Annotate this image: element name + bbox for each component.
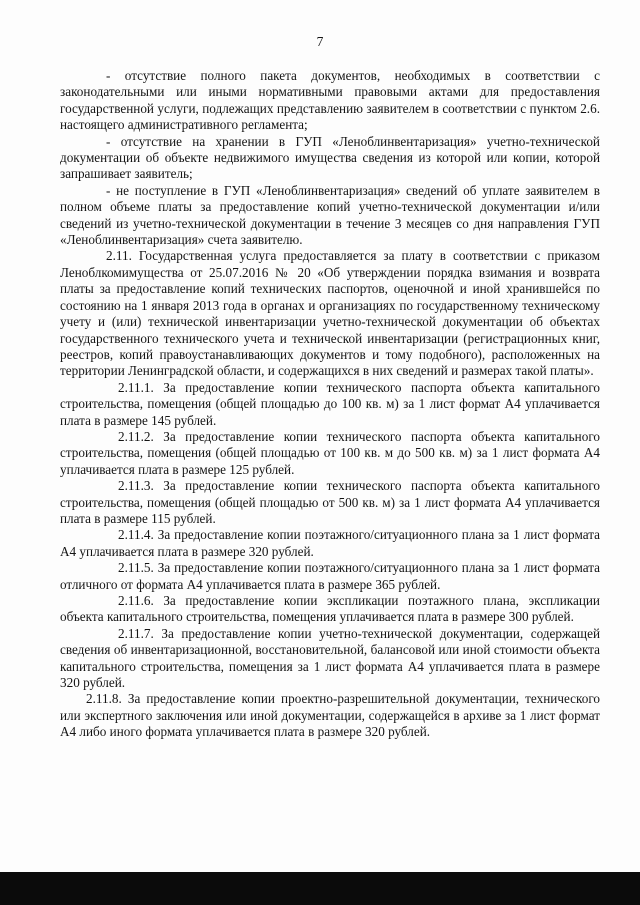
paragraph-section-2-11-3: 2.11.3. За предоставление копии технического паспорта объекта капитального строительства, помещения (общей площадью от 500 кв. м) за 1 лист формата А4 уплачивается плата в размере 115 рублей. <box>60 478 600 526</box>
paragraph-bullet-no-records: - отсутствие на хранении в ГУП «Леноблинвентаризация» учетно-технической документации об объекте недвижимого имущества сведения из которой или копии, которой запрашивает заявитель; <box>60 133 600 182</box>
paragraph-bullet-no-payment: - не поступление в ГУП «Леноблинвентаризация» сведений об уплате заявителем в полном объеме платы за предоставление копий учетно-технической документации и/или сведений из учетно-технической документации в течение 3 месяцев со дня направления ГУП «Леноблинвентаризация» счета заявителю. <box>60 182 600 248</box>
paragraph-section-2-11-2: 2.11.2. За предоставление копии технического паспорта объекта капитального строительства, помещения (общей площадью от 100 кв. м до 500 кв. м) за 1 лист формата А4 уплачивается плата в размере 125 рублей. <box>60 428 600 477</box>
page-number: 7 <box>316 34 324 49</box>
paragraph-section-2-11-4: 2.11.4. За предоставление копии поэтажного/ситуационного плана за 1 лист формата А4 уплачивается плата в размере 320 рублей. <box>60 527 600 559</box>
paragraph-bullet-missing-documents: - отсутствие полного пакета документов, необходимых в соответствии с законодательными или иными нормативными правовыми актами для предоставления государственной услуги, подлежащих представлению заявителем в соответствии с пунктом 2.6. настоящего административного регламента; <box>60 68 600 133</box>
paragraph-section-2-11-7: 2.11.7. За предоставление копии учетно-технической документации, содержащей сведения об инвентаризационной, восстановительной, балансовой или иной стоимости объекта капитального строительства, помещения за 1 лист формата А4 уплачивается плата в размере 320 рублей. <box>60 625 600 691</box>
paragraph-section-2-11-8: 2.11.8. За предоставление копии проектно-разрешительной документации, технического или экспертного заключения или иной документации, содержащейся в архиве за 1 лист формат А4 либо иного формата уплачивается плата в размере 320 рублей. <box>60 691 600 740</box>
paragraph-section-2-11-5: 2.11.5. За предоставление копии поэтажного/ситуационного плана за 1 лист формата отличного от формата А4 уплачивается плата в размере 365 рублей. <box>60 560 600 592</box>
scan-bottom-border <box>0 872 640 905</box>
paragraph-section-2-11: 2.11. Государственная услуга предоставляется за плату в соответствии с приказом Леноблкомимущества от 25.07.2016 № 20 «Об утверждении порядка взимания и возврата платы за предоставление копий технических паспортов, оценочной и иной хранившейся по состоянию на 1 января 2013 года в органах и организациях по государственному техническому учету и (или) технической инвентаризации учетно-технической документации об объектах государственного технического учета и технической инвентаризации (регистрационных книг, реестров, копий правоустанавливающих документов и тому подобного), расположенных на территории Ленинградской области, и содержащихся в них сведений и размерах такой платы». <box>60 248 600 379</box>
paragraph-section-2-11-1: 2.11.1. За предоставление копии технического паспорта объекта капитального строительства, помещения (общей площадью до 100 кв. м) за 1 лист формат А4 уплачивается плата в размере 145 рублей. <box>60 379 600 428</box>
document-body <box>60 68 600 741</box>
paragraph-section-2-11-6: 2.11.6. За предоставление копии экспликации поэтажного плана, экспликации объекта капитального строительства, помещения уплачивается плата в размере 300 рублей. <box>60 593 600 625</box>
